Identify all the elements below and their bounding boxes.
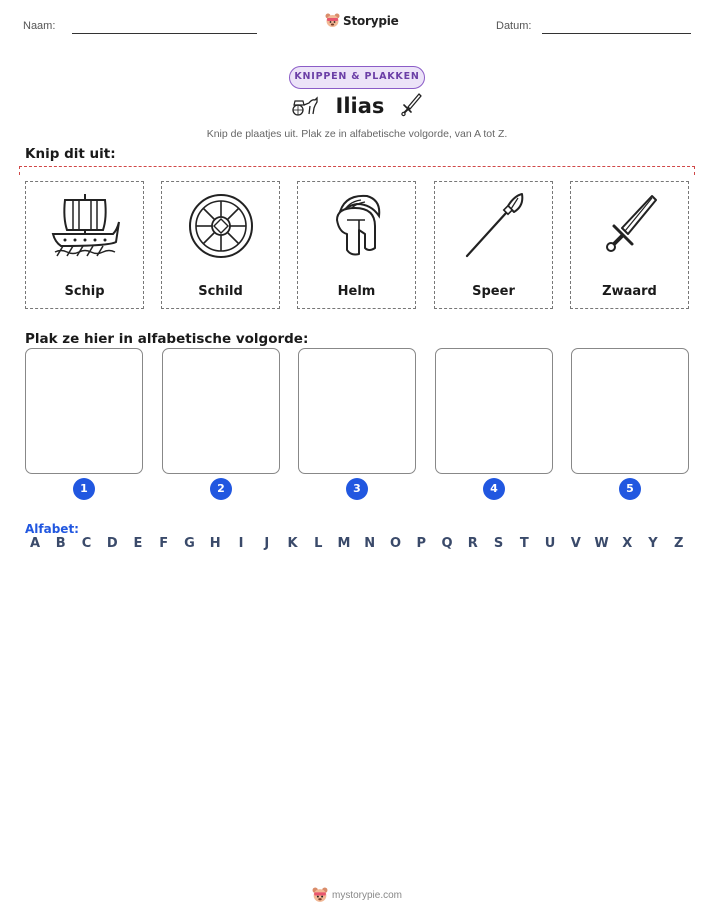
- alphabet-letter: J: [264, 536, 270, 551]
- alphabet-letter: A: [29, 536, 41, 551]
- chariot-icon: [290, 96, 320, 116]
- helmet-icon: [321, 190, 393, 262]
- alphabet-letter: K: [287, 536, 298, 551]
- bear-icon: [312, 887, 328, 904]
- alphabet-letter: H: [209, 536, 221, 551]
- date-label: Datum:: [496, 20, 532, 32]
- cut-card-ship[interactable]: [25, 181, 144, 309]
- alphabet-letter: V: [570, 536, 581, 551]
- ship-icon: [49, 190, 121, 262]
- cut-card-sword[interactable]: [570, 181, 689, 309]
- cut-card-helmet[interactable]: [297, 181, 416, 309]
- footer: [0, 887, 714, 904]
- name-label: Naam:: [23, 20, 56, 32]
- alphabet-letter: R: [467, 536, 478, 551]
- alphabet-letter: Z: [674, 536, 684, 551]
- sword-icon: [594, 190, 666, 262]
- alphabet-letter: F: [159, 536, 169, 551]
- alphabet-letter: Q: [441, 536, 453, 551]
- alphabet-letter: E: [133, 536, 143, 551]
- alphabet-letter: D: [106, 536, 118, 551]
- alphabet-letter: G: [184, 536, 195, 551]
- alphabet-letter: B: [55, 536, 66, 551]
- bear-icon: [325, 13, 340, 29]
- alphabet-letter: X: [622, 536, 633, 551]
- alphabet-letter: O: [389, 536, 402, 551]
- slot-number: 2: [210, 478, 232, 500]
- footer-url[interactable]: mystorypie.com: [331, 890, 402, 901]
- slot-number: 3: [346, 478, 368, 500]
- alphabet-letter: M: [337, 536, 351, 551]
- instructions: Knip de plaatjes uit. Plak ze in alfabetische volgorde, van A tot Z.: [206, 128, 508, 140]
- card-label: Schild: [198, 284, 243, 299]
- slot-number: 5: [619, 478, 641, 500]
- alphabet-title: Alfabet:: [25, 522, 79, 536]
- alphabet-letter: L: [314, 536, 323, 551]
- alphabet-row: [25, 536, 689, 551]
- slot-number: 1: [73, 478, 95, 500]
- alphabet-letter: C: [81, 536, 92, 551]
- paste-slot-3[interactable]: [298, 348, 416, 474]
- alphabet-letter: T: [519, 536, 529, 551]
- name-line[interactable]: [72, 33, 257, 34]
- page-title: Ilias: [335, 94, 385, 118]
- cut-card-shield[interactable]: [161, 181, 280, 309]
- alphabet-letter: W: [594, 536, 609, 551]
- card-label: Speer: [472, 284, 515, 299]
- category-badge: KNIPPEN & PLAKKEN: [289, 66, 425, 89]
- sword-icon: [400, 92, 424, 120]
- title-row: [0, 92, 714, 120]
- card-label: Zwaard: [602, 284, 657, 299]
- cut-card-spear[interactable]: [434, 181, 553, 309]
- brand-name: Storypie: [343, 14, 399, 28]
- alphabet-letter: P: [416, 536, 427, 551]
- paste-slot-1[interactable]: [25, 348, 143, 474]
- paste-slot-4[interactable]: [435, 348, 553, 474]
- paste-slot-2[interactable]: [162, 348, 280, 474]
- alphabet-letter: N: [364, 536, 376, 551]
- alphabet-letter: Y: [648, 536, 658, 551]
- alphabet-letter: S: [493, 536, 504, 551]
- cut-section-title: Knip dit uit:: [25, 146, 116, 162]
- cut-line: [19, 166, 695, 175]
- card-label: Helm: [337, 284, 376, 299]
- paste-slot-5[interactable]: [571, 348, 689, 474]
- spear-icon: [458, 190, 530, 262]
- alphabet-letter: U: [544, 536, 556, 551]
- paste-section-title: Plak ze hier in alfabetische volgorde:: [25, 331, 309, 347]
- brand-logo: [325, 13, 399, 29]
- date-line[interactable]: [542, 33, 691, 34]
- alphabet-letter: I: [238, 536, 244, 551]
- slot-number: 4: [483, 478, 505, 500]
- card-label: Schip: [64, 284, 105, 299]
- shield-icon: [185, 190, 257, 262]
